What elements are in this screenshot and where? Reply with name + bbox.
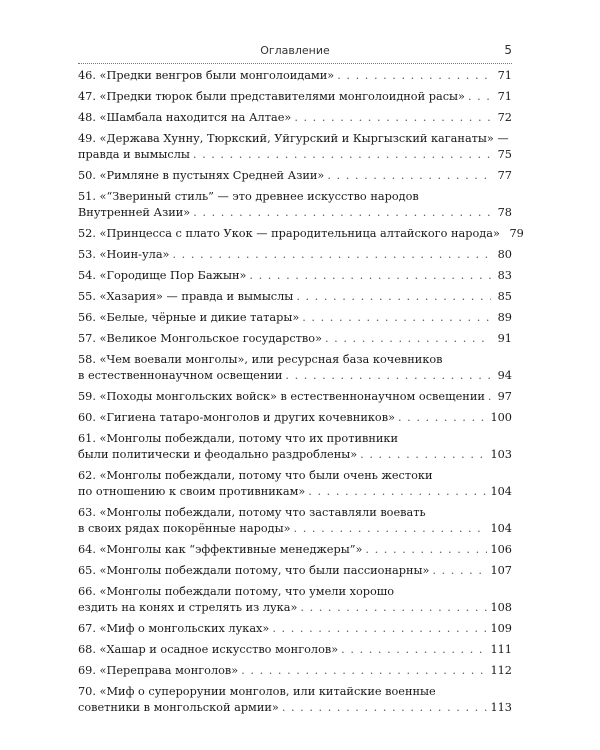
toc-entry-title: 70. «Миф о суперорунии монголов, или китайские военные	[78, 685, 436, 698]
dot-leader	[296, 289, 491, 305]
dot-leader	[282, 700, 488, 716]
toc-entry-title: 48. «Шамбала находится на Алтае»	[78, 111, 292, 124]
toc-entry-title: 58. «Чем воевали монголы», или ресурсная база кочевников	[78, 353, 443, 366]
dot-leader	[327, 168, 491, 184]
dot-leader	[360, 447, 487, 463]
toc-entry-page: 72	[497, 111, 512, 124]
dot-leader	[365, 542, 487, 558]
toc-entry-title: правда и вымыслы	[78, 148, 190, 161]
toc-entry-page: 79	[509, 227, 524, 240]
dot-leader	[398, 410, 487, 426]
toc-entry-title: 61. «Монголы побеждали, потому что их противники	[78, 432, 398, 445]
dot-leader	[172, 247, 491, 263]
dot-leader	[294, 110, 491, 126]
table-of-contents	[78, 68, 524, 721]
toc-entry-page: 77	[497, 169, 512, 182]
toc-entry[interactable]	[78, 542, 512, 558]
page-number: 5	[504, 43, 512, 57]
toc-entry[interactable]	[78, 89, 512, 105]
toc-entry[interactable]	[78, 131, 512, 163]
dot-leader	[468, 89, 491, 105]
dot-leader	[193, 205, 491, 221]
toc-entry[interactable]	[78, 684, 512, 716]
toc-entry-title: 69. «Переправа монголов»	[78, 664, 239, 677]
toc-entry-title: ездить на конях и стрелять из лука»	[78, 601, 298, 614]
toc-entry-title: 68. «Хашар и осадное искусство монголов»	[78, 643, 339, 656]
toc-entry-title: в своих рядах покорённые народы»	[78, 522, 291, 535]
toc-entry-page: 97	[497, 390, 512, 403]
toc-entry[interactable]	[78, 621, 512, 637]
toc-entry[interactable]	[78, 352, 512, 384]
toc-entry[interactable]	[78, 505, 512, 537]
toc-entry[interactable]	[78, 431, 512, 463]
toc-entry[interactable]	[78, 563, 512, 579]
toc-entry-page: 71	[497, 90, 512, 103]
toc-entry-page: 107	[490, 564, 512, 577]
toc-entry[interactable]	[78, 584, 512, 616]
toc-entry-page: 112	[490, 664, 512, 677]
dot-leader	[272, 621, 487, 637]
toc-entry-title: по отношению к своим противникам»	[78, 485, 306, 498]
toc-entry-title: 47. «Предки тюрок были представителями монголоидной расы»	[78, 90, 465, 103]
toc-entry-page: 100	[490, 411, 512, 424]
toc-entry[interactable]	[78, 168, 512, 184]
toc-entry-title: 57. «Великое Монгольское государство»	[78, 332, 322, 345]
toc-entry-page: 85	[497, 290, 512, 303]
page-header	[78, 44, 512, 62]
toc-entry-title: 54. «Городище Пор Бажын»	[78, 269, 247, 282]
toc-entry-page: 89	[497, 311, 512, 324]
toc-entry[interactable]	[78, 331, 512, 347]
toc-entry-title: 55. «Хазария» — правда и вымыслы	[78, 290, 294, 303]
toc-entry[interactable]	[78, 310, 512, 326]
toc-entry-title: 65. «Монголы побеждали потому, что были пассионарны»	[78, 564, 430, 577]
toc-entry-page: 94	[497, 369, 512, 382]
toc-entry-page: 111	[490, 643, 512, 656]
dot-leader	[337, 68, 491, 84]
dot-leader	[432, 563, 487, 579]
dot-leader	[341, 642, 487, 658]
toc-entry[interactable]	[78, 289, 512, 305]
toc-entry-page: 103	[490, 448, 512, 461]
toc-entry-title: в естественнонаучном освещении	[78, 369, 283, 382]
toc-entry-title: 60. «Гигиена татаро-монголов и других кочевников»	[78, 411, 395, 424]
dot-leader	[325, 331, 491, 347]
toc-entry-page: 75	[497, 148, 512, 161]
toc-entry-title: 53. «Ноин-ула»	[78, 248, 170, 261]
toc-entry-title: 46. «Предки венгров были монголоидами»	[78, 69, 335, 82]
dot-leader	[249, 268, 491, 284]
toc-entry[interactable]	[78, 247, 512, 263]
toc-entry-page: 71	[497, 69, 512, 82]
toc-entry[interactable]	[78, 189, 512, 221]
toc-entry[interactable]	[78, 110, 512, 126]
dot-leader	[241, 663, 487, 679]
toc-entry-page: 109	[490, 622, 512, 635]
toc-entry-page: 113	[490, 701, 512, 714]
toc-entry-title: 51. «“Звериный стиль” — это древнее искусство народов	[78, 190, 419, 203]
toc-entry-title: были политически и феодально раздроблены»	[78, 448, 358, 461]
toc-entry-page: 78	[497, 206, 512, 219]
toc-entry-title: советники в монгольской армии»	[78, 701, 279, 714]
toc-entry-title: 50. «Римляне в пустынях Средней Азии»	[78, 169, 325, 182]
toc-entry-page: 91	[497, 332, 512, 345]
toc-entry-page: 104	[490, 522, 512, 535]
section-title: Оглавление	[260, 44, 330, 57]
toc-entry[interactable]	[78, 410, 512, 426]
toc-entry-page: 104	[490, 485, 512, 498]
toc-entry-page: 80	[497, 248, 512, 261]
dot-leader	[294, 521, 488, 537]
toc-entry-title: 62. «Монголы побеждали, потому что были очень жестоки	[78, 469, 433, 482]
toc-entry-title: 49. «Держава Хунну, Тюркский, Уйгурский и Кыргызский каганаты» —	[78, 132, 509, 145]
dot-leader	[488, 389, 491, 405]
toc-entry-title: 64. «Монголы как “эффективные менеджеры”»	[78, 543, 363, 556]
toc-entry-title: Внутренней Азии»	[78, 206, 191, 219]
toc-entry-title: 56. «Белые, чёрные и дикие татары»	[78, 311, 300, 324]
toc-entry[interactable]	[78, 663, 512, 679]
toc-entry[interactable]	[78, 468, 512, 500]
toc-entry[interactable]	[78, 68, 512, 84]
dot-leader	[193, 147, 491, 163]
dot-leader	[308, 484, 487, 500]
dot-leader	[285, 368, 491, 384]
toc-entry-page: 106	[490, 543, 512, 556]
toc-entry-title: 66. «Монголы побеждали потому, что умели хорошо	[78, 585, 395, 598]
toc-entry[interactable]	[78, 642, 512, 658]
header-rule	[78, 63, 512, 64]
toc-entry-page: 108	[490, 601, 512, 614]
toc-entry[interactable]	[78, 226, 524, 242]
toc-entry[interactable]	[78, 389, 512, 405]
toc-entry-page: 83	[497, 269, 512, 282]
toc-entry-title: 67. «Миф о монгольских луках»	[78, 622, 270, 635]
toc-entry-title: 52. «Принцесса с плато Укок — прародительница алтайского народа»	[78, 227, 500, 240]
toc-entry-title: 63. «Монголы побеждали, потому что заставляли воевать	[78, 506, 426, 519]
dot-leader	[300, 600, 487, 616]
dot-leader	[302, 310, 491, 326]
toc-entry[interactable]	[78, 268, 512, 284]
toc-entry-title: 59. «Походы монгольских войск» в естественнонаучном освещении	[78, 390, 485, 403]
